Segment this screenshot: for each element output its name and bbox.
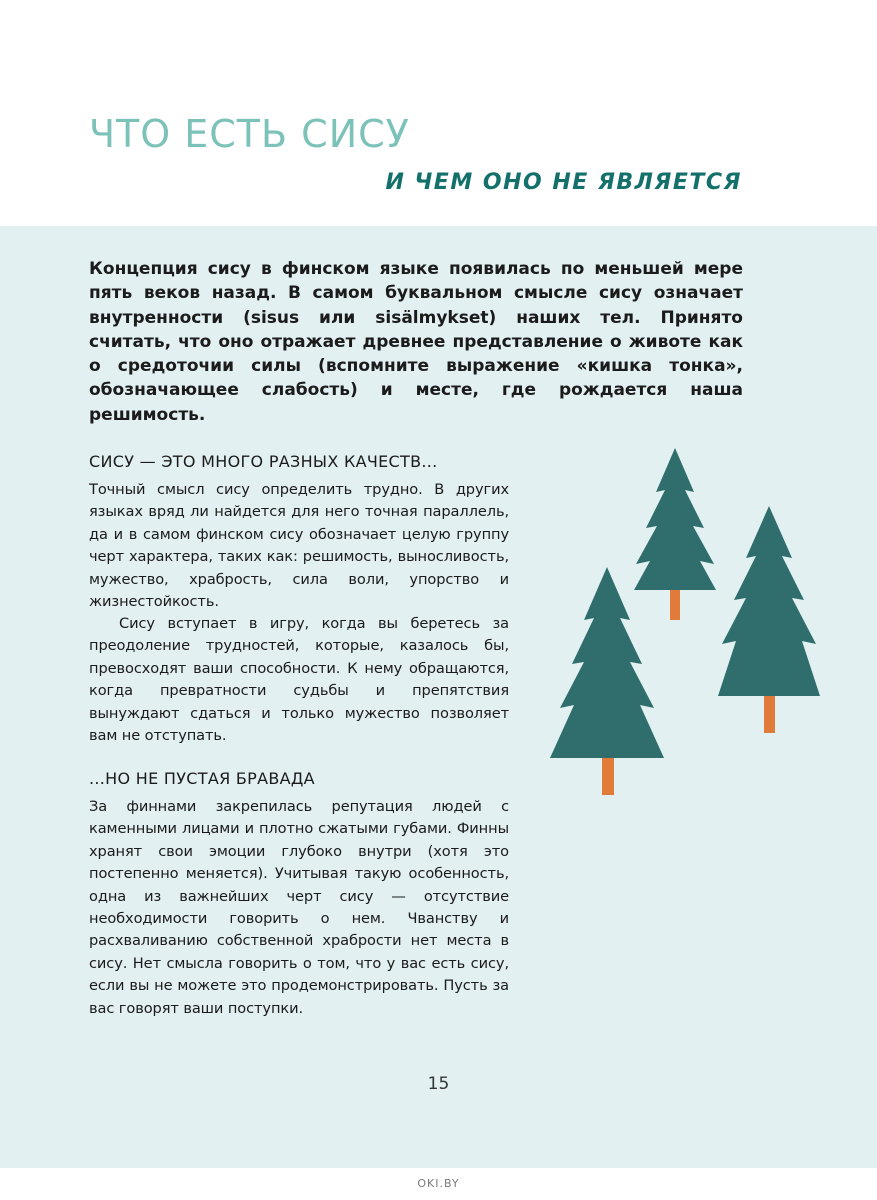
- page-title: ЧТО ЕСТЬ СИСУ: [89, 112, 410, 156]
- section-qualities-paragraph-1: Точный смысл сису определить трудно. В других языках вряд ли найдется для него точная параллель, да и в самом финском сису обозначает целую группу черт характера, таких как: решимость, выносливость, мужество, храбрость, сила воли, упорство и жизнестойкость.: [89, 481, 509, 611]
- watermark: OKI.BY: [417, 1177, 460, 1190]
- intro-paragraph: Концепция сису в финском языке появилась по меньшей мере пять веков назад. В самом буквальном смысле сису означает внутренности (sisus или sisälmykset) наших тел. Принято считать, что оно отражает древнее представление о животе как о средоточии силы (вспомните выражение «кишка тонка», обозначающее слабость) и месте, где рождается наша решимость.: [89, 259, 743, 425]
- section-heading-qualities: СИСУ — ЭТО МНОГО РАЗНЫХ КАЧЕСТВ...: [89, 452, 438, 471]
- fir-trees-illustration: [544, 440, 864, 800]
- page-subtitle: И ЧЕМ ОНО НЕ ЯВЛЯЕТСЯ: [385, 170, 742, 195]
- fir-tree-icon: [550, 567, 664, 795]
- section-bravado-paragraph-1: За финнами закрепилась репутация людей с каменными лицами и плотно сжатыми губами. Финны хранят свои эмоции глубоко внутри (хотя это постепенно меняется). Учитывая такую особенность, одна из важнейших черт сису — отсутствие необходимости говорить о нем. Чванству и расхваливанию собственной храбрости нет места в сису. Нет смысла говорить о том, что у вас есть сису, если вы не можете это продемонстрировать. Пусть за вас говорят ваши поступки.: [89, 798, 509, 1017]
- page-header: [0, 0, 877, 226]
- section-heading-bravado: ...НО НЕ ПУСТАЯ БРАВАДА: [89, 769, 315, 788]
- fir-tree-icon: [718, 506, 820, 733]
- fir-tree-icon: [634, 448, 716, 620]
- section-qualities-paragraph-2: Сису вступает в игру, когда вы беретесь за преодоление трудностей, которые, казалось бы, превосходят ваши способности. К нему обращаются, когда превратности судьбы и препятствия вынуждают сдаться и только мужество позволяет вам не отступать.: [89, 615, 509, 745]
- page-number: 15: [427, 1074, 450, 1094]
